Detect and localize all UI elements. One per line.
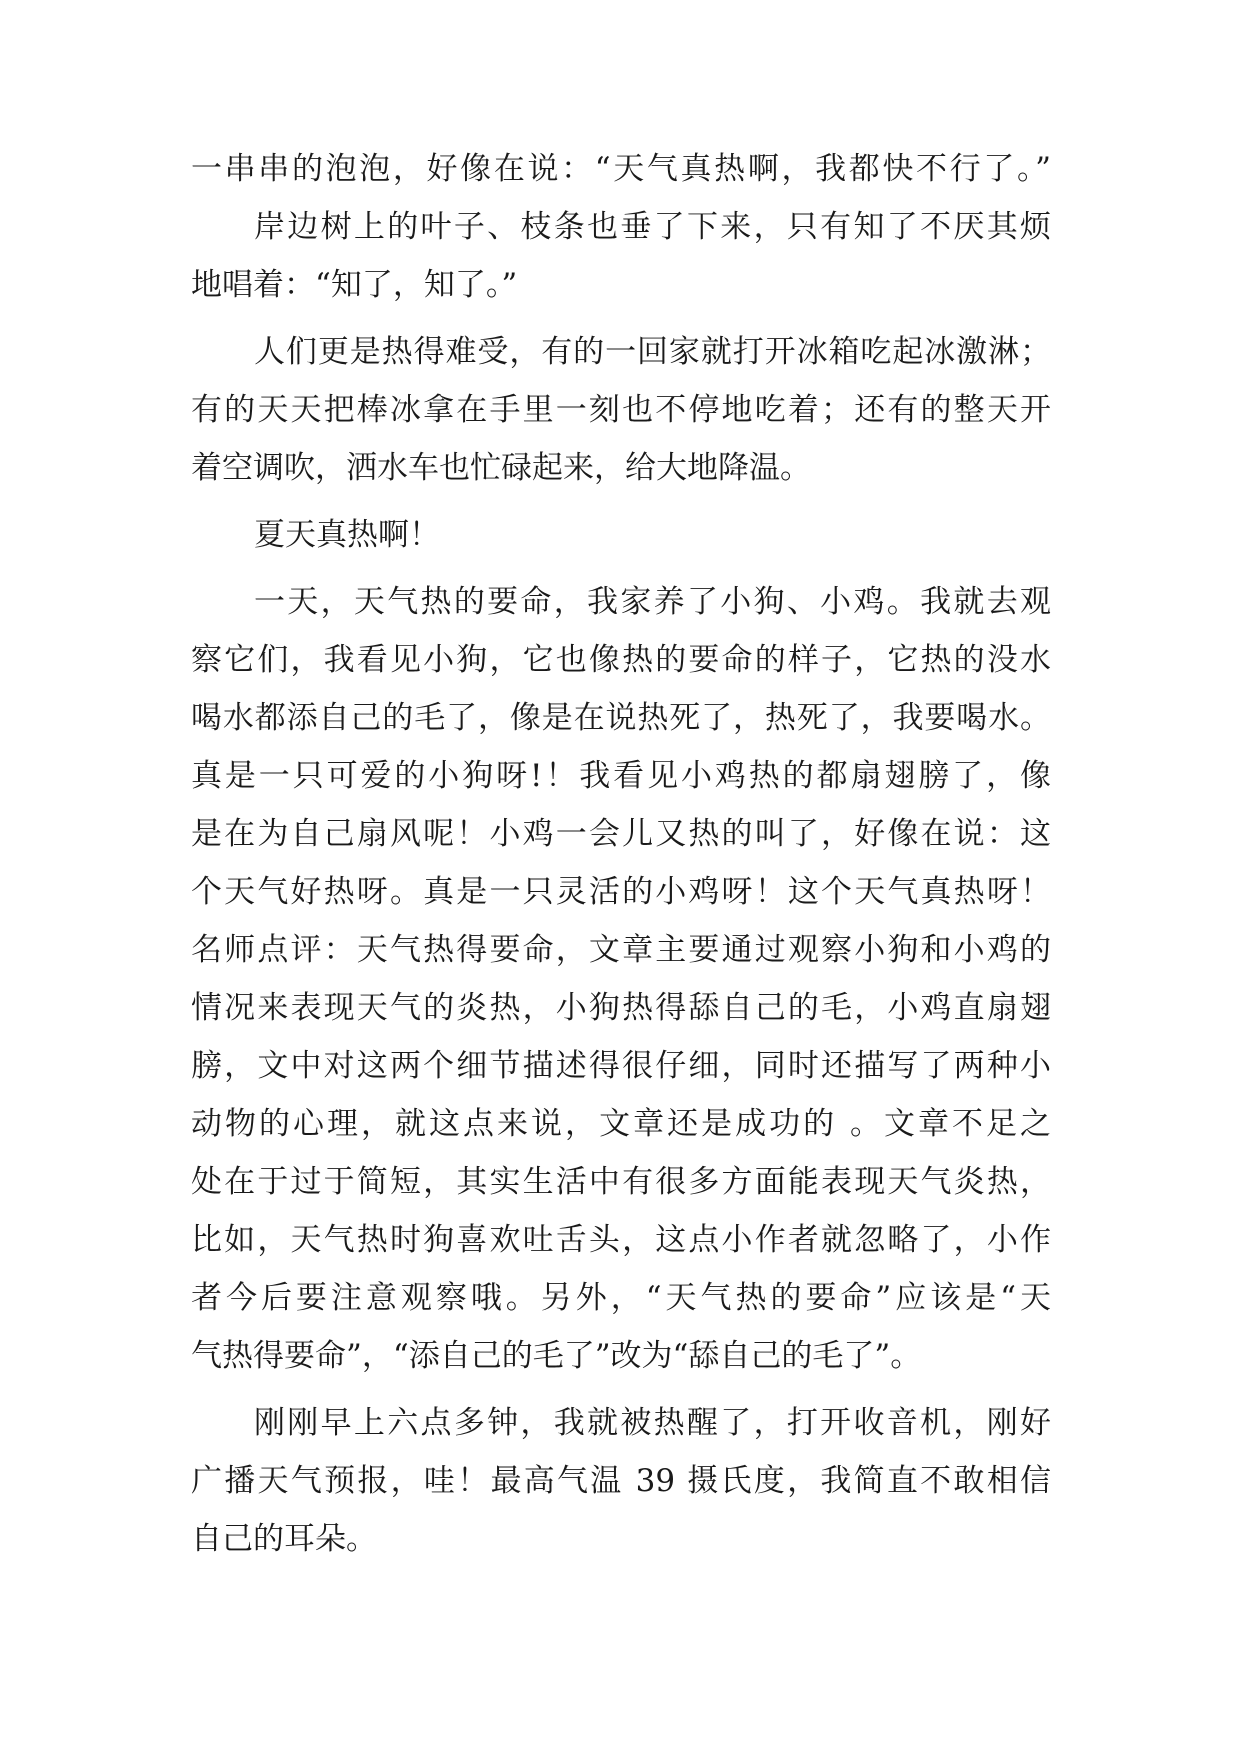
text-line: 喝水都添自己的毛了，像是在说热死了，热死了，我要喝水。	[191, 700, 1051, 736]
text-line: 一串串的泡泡，好像在说：“天气真热啊，我都快不行了。”	[191, 151, 1051, 187]
text-line: 有的天天把棒冰拿在手里一刻也不停地吃着；还有的整天开	[191, 392, 1051, 428]
text-line: 处在于过于简短，其实生活中有很多方面能表现天气炎热，	[191, 1164, 1051, 1200]
text-line: 动物的心理，就这点来说，文章还是成功的 。文章不足之	[191, 1106, 1051, 1142]
text-line: 情况来表现天气的炎热，小狗热得舔自己的毛，小鸡直扇翅	[191, 990, 1051, 1026]
text-line: 刚刚早上六点多钟，我就被热醒了，打开收音机，刚好	[254, 1405, 1051, 1441]
text-line: 着空调吹，洒水车也忙碌起来，给大地降温。	[191, 450, 811, 486]
text-line: 岸边树上的叶子、枝条也垂了下来，只有知了不厌其烦	[254, 209, 1051, 245]
text-line: 者今后要注意观察哦。另外，“天气热的要命”应该是“天	[191, 1280, 1051, 1316]
text-line: 真是一只可爱的小狗呀!！我看见小鸡热的都扇翅膀了，像	[191, 758, 1051, 794]
text-line: 气热得要命”，“添自己的毛了”改为“舔自己的毛了”。	[191, 1338, 922, 1374]
text-line: 膀，文中对这两个细节描述得很仔细，同时还描写了两种小	[191, 1048, 1051, 1084]
text-line: 个天气好热呀。真是一只灵活的小鸡呀！这个天气真热呀！	[191, 874, 1051, 910]
text-line: 一天，天气热的要命，我家养了小狗、小鸡。我就去观	[254, 584, 1051, 620]
text-line: 察它们，我看见小狗，它也像热的要命的样子，它热的没水	[191, 642, 1051, 678]
text-line: 比如，天气热时狗喜欢吐舌头，这点小作者就忽略了，小作	[191, 1222, 1051, 1258]
text-line: 名师点评：天气热得要命，文章主要通过观察小狗和小鸡的	[191, 932, 1051, 968]
text-line: 人们更是热得难受，有的一回家就打开冰箱吃起冰激淋；	[254, 334, 1051, 370]
text-line: 广播天气预报，哇！最高气温 39 摄氏度，我简直不敢相信	[191, 1463, 1051, 1499]
text-line: 自己的耳朵。	[191, 1521, 377, 1557]
text-line: 地唱着：“知了，知了。”	[191, 267, 518, 303]
text-line: 是在为自己扇风呢！小鸡一会儿又热的叫了，好像在说：这	[191, 816, 1051, 852]
text-line: 夏天真热啊！	[254, 517, 440, 553]
